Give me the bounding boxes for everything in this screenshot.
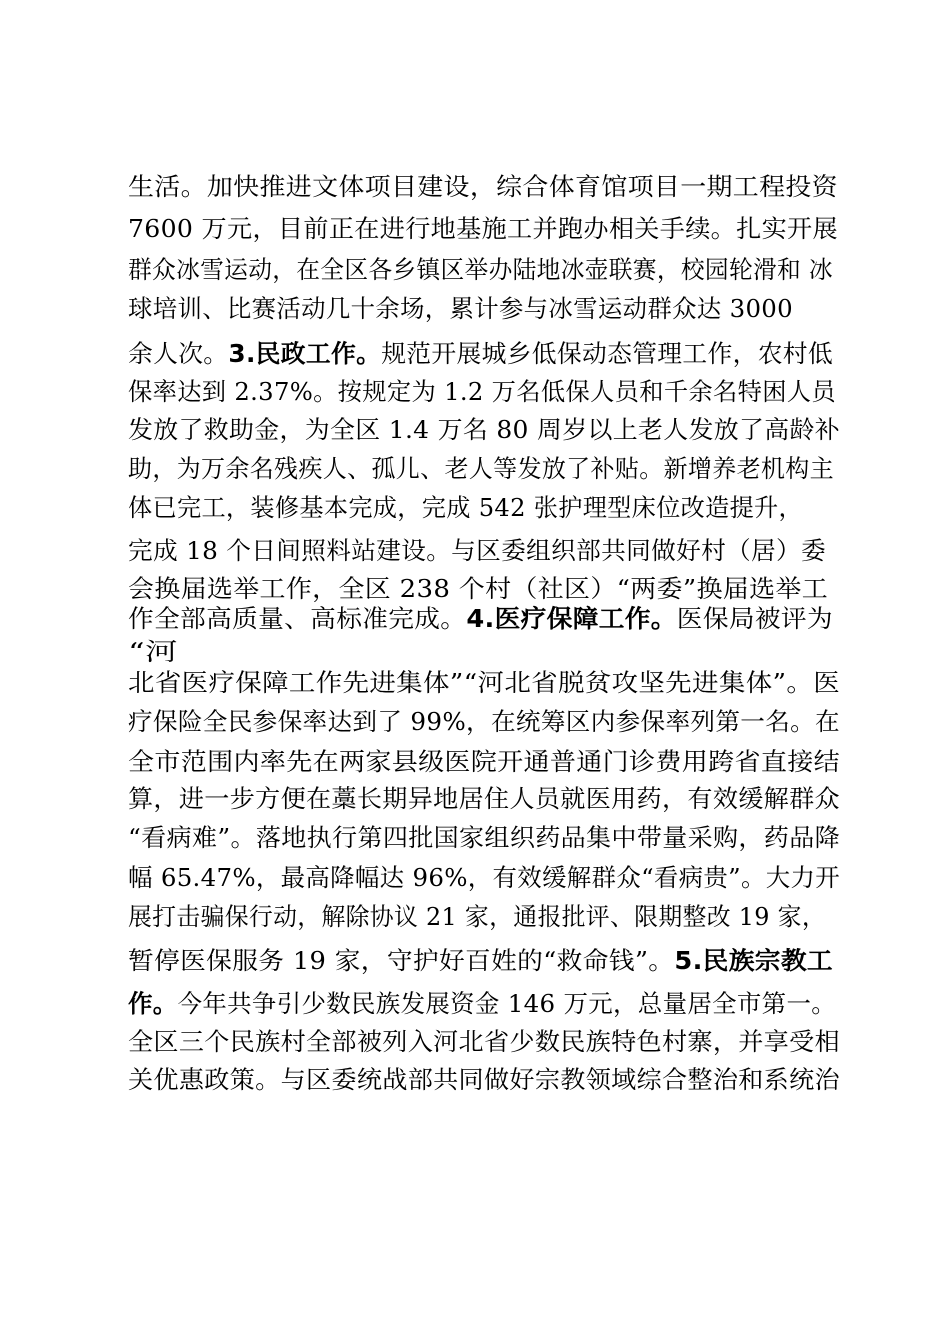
- text-line: [128, 946, 833, 975]
- body-text: 北省医疗保障工作先进集体”“河北省脱贫攻坚先进集体”。医: [128, 668, 841, 697]
- text-line: [128, 747, 840, 776]
- text-line: [128, 823, 841, 852]
- body-text: “看病难”。落地执行第四批国家组织药品集中带量采购，药品降: [128, 823, 841, 852]
- section-heading: 4.医疗保障工作。: [466, 604, 677, 633]
- section-heading: 作。: [128, 989, 178, 1018]
- body-text: 发放了救助金，为全区 1.4 万名 80 周岁以上老人发放了高龄补: [128, 415, 840, 444]
- body-text: 体已完工，装修基本完成，完成 542 张护理型床位改造提升，: [128, 493, 804, 522]
- section-heading: 3.民政工作。: [228, 339, 382, 368]
- body-text: 展打击骗保行动，解除协议 21 家，通报批评、限期整改 19 家，: [128, 902, 827, 931]
- text-line: [128, 1065, 840, 1094]
- body-text: 算，进一步方便在藁长期异地居住人员就医用药，有效缓解群众: [128, 784, 840, 813]
- text-line: [128, 863, 840, 892]
- text-line: [128, 377, 837, 406]
- text-line: [128, 493, 804, 522]
- text-line: [128, 989, 837, 1018]
- body-text: 助，为万余名残疾人、孤儿、老人等发放了补贴。新增养老机构主: [128, 454, 834, 483]
- text-line: [128, 574, 829, 603]
- text-line: [128, 707, 841, 736]
- text-line: [128, 255, 833, 284]
- body-text: 全市范围内率先在两家县级医院开通普通门诊费用跨省直接结: [128, 747, 840, 776]
- text-line: [128, 668, 841, 697]
- body-text: “河: [128, 637, 179, 666]
- text-line: [128, 339, 834, 368]
- text-line: [128, 294, 793, 323]
- text-line: [128, 536, 827, 565]
- body-text: 生活。加快推进文体项目建设，综合体育馆项目一期工程投资: [128, 172, 838, 201]
- body-text: 疗保险全民参保率达到了 99%，在统筹区内参保率列第一名。在: [128, 707, 841, 736]
- body-text: 作全部高质量、高标准完成。: [128, 604, 467, 633]
- section-heading: 5.民族宗教工: [674, 946, 833, 975]
- body-text: 暂停医保服务 19 家，守护好百姓的“救命钱”。: [128, 946, 675, 975]
- body-text: 全区三个民族村全部被列入河北省少数民族特色村寨，并享受相: [128, 1027, 840, 1056]
- text-line: [128, 454, 834, 483]
- body-text: 规范开展城乡低保动态管理工作，农村低: [381, 339, 834, 368]
- body-text: 余人次。: [128, 339, 229, 368]
- body-text: 7600 万元，目前正在进行地基施工并跑办相关手续。扎实开展: [128, 214, 838, 243]
- text-line: [128, 214, 838, 243]
- body-text: 今年共争引少数民族发展资金 146 万元，总量居全市第一。: [177, 989, 837, 1018]
- text-line: [128, 1027, 840, 1056]
- text-line: [128, 415, 840, 444]
- text-line: [128, 784, 840, 813]
- body-text: 医保局被评为: [676, 604, 833, 633]
- body-text: 关优惠政策。与区委统战部共同做好宗教领域综合整治和系统治: [128, 1065, 840, 1094]
- body-text: 会换届选举工作，全区 238 个村（社区）“两委”换届选举工: [128, 574, 829, 603]
- body-text: 保率达到 2.37%。按规定为 1.2 万名低保人员和千余名特困人员: [128, 377, 837, 406]
- body-text: 幅 65.47%，最高降幅达 96%，有效缓解群众“看病贵”。大力开: [128, 863, 840, 892]
- text-line: [128, 902, 827, 931]
- body-text: 球培训、比赛活动几十余场，累计参与冰雪运动群众达 3000: [128, 294, 793, 323]
- text-line: [128, 172, 838, 201]
- text-line: [128, 637, 179, 666]
- body-text: 群众冰雪运动，在全区各乡镇区举办陆地冰壶联赛，校园轮滑和 冰: [128, 255, 833, 284]
- body-text: 完成 18 个日间照料站建设。与区委组织部共同做好村（居）委: [128, 536, 827, 565]
- text-line: [128, 604, 833, 633]
